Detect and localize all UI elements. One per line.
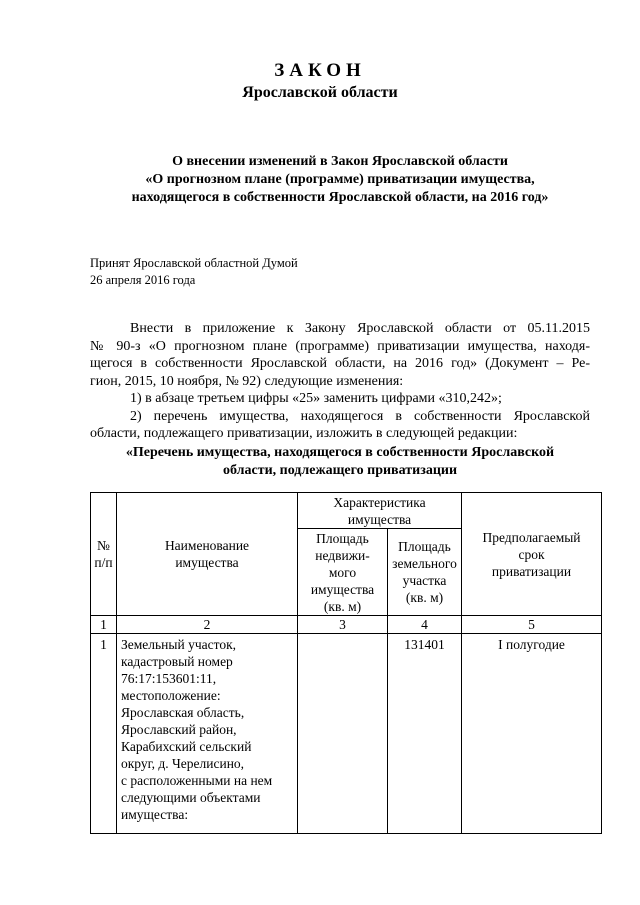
- table-row: [91, 634, 602, 834]
- subject-line: находящегося в собственности Ярославской области, на 2016 год»: [131, 190, 549, 205]
- law-body: [90, 320, 590, 443]
- subject-line: «О прогнозном плане (программе) приватизации имущества,: [145, 172, 535, 187]
- row-name: Земельный участок, кадастровый номер 76:17:153601:11, местоположение: Ярославская область, Ярославский район, Карабихский сельский округ, д. Черелисино, с расположенными на нем следующими объектами имущества:: [117, 634, 298, 834]
- list-title: [90, 444, 590, 480]
- column-number-row: [91, 616, 602, 634]
- law-subject: [90, 153, 590, 207]
- row-term: I полугодие: [462, 634, 602, 834]
- body-line: Внести в приложение к Закону Ярославской области от 05.11.2015: [130, 321, 590, 336]
- amendment-item-1: 1) в абзаце третьем цифры «25» заменить цифрами «310,242»;: [130, 391, 502, 406]
- body-line: области, подлежащего приватизации, изложить в следующей редакции:: [90, 426, 518, 441]
- row-num: 1: [91, 634, 117, 834]
- column-number: 2: [117, 616, 298, 634]
- header-building-area: Площадь недвижи- мого имущества (кв. м): [298, 529, 388, 616]
- adopted-date: 26 апреля 2016 года: [90, 273, 196, 287]
- column-number: 1: [91, 616, 117, 634]
- adopted-by: Принят Ярославской областной Думой: [90, 256, 298, 270]
- column-number: 4: [388, 616, 462, 634]
- law-heading: ЗАКОН: [274, 60, 366, 81]
- header-name: Наименование имущества: [117, 493, 298, 616]
- header-num: № п/п: [91, 493, 117, 616]
- subject-line: О внесении изменений в Закон Ярославской области: [172, 154, 508, 169]
- property-table: [90, 492, 602, 834]
- body-line: гион, 2015, 10 ноября, № 92) следующие изменения:: [90, 373, 404, 389]
- list-title-line: области, подлежащего приватизации: [222, 463, 458, 478]
- amendment-item-2: 2) перечень имущества, находящегося в собственности Ярославской: [130, 408, 590, 424]
- list-title-line: «Перечень имущества, находящегося в собственности Ярославской: [125, 445, 555, 460]
- column-number: 3: [298, 616, 388, 634]
- body-line: № 90-з «О прогнозном плане (программе) приватизации имущества, находя-: [90, 338, 590, 354]
- column-number: 5: [462, 616, 602, 634]
- adoption-info: [90, 255, 298, 289]
- row-building-area: [298, 634, 388, 834]
- header-term: Предполагаемый срок приватизации: [462, 493, 602, 616]
- row-land-area: 131401: [388, 634, 462, 834]
- header-characteristics: Характеристика имущества: [298, 493, 462, 529]
- law-region: Ярославской области: [242, 84, 398, 101]
- header-land-area: Площадь земельного участка (кв. м): [388, 529, 462, 616]
- body-line: щегося в собственности Ярославской области, на 2016 год» (Документ – Ре-: [90, 356, 590, 371]
